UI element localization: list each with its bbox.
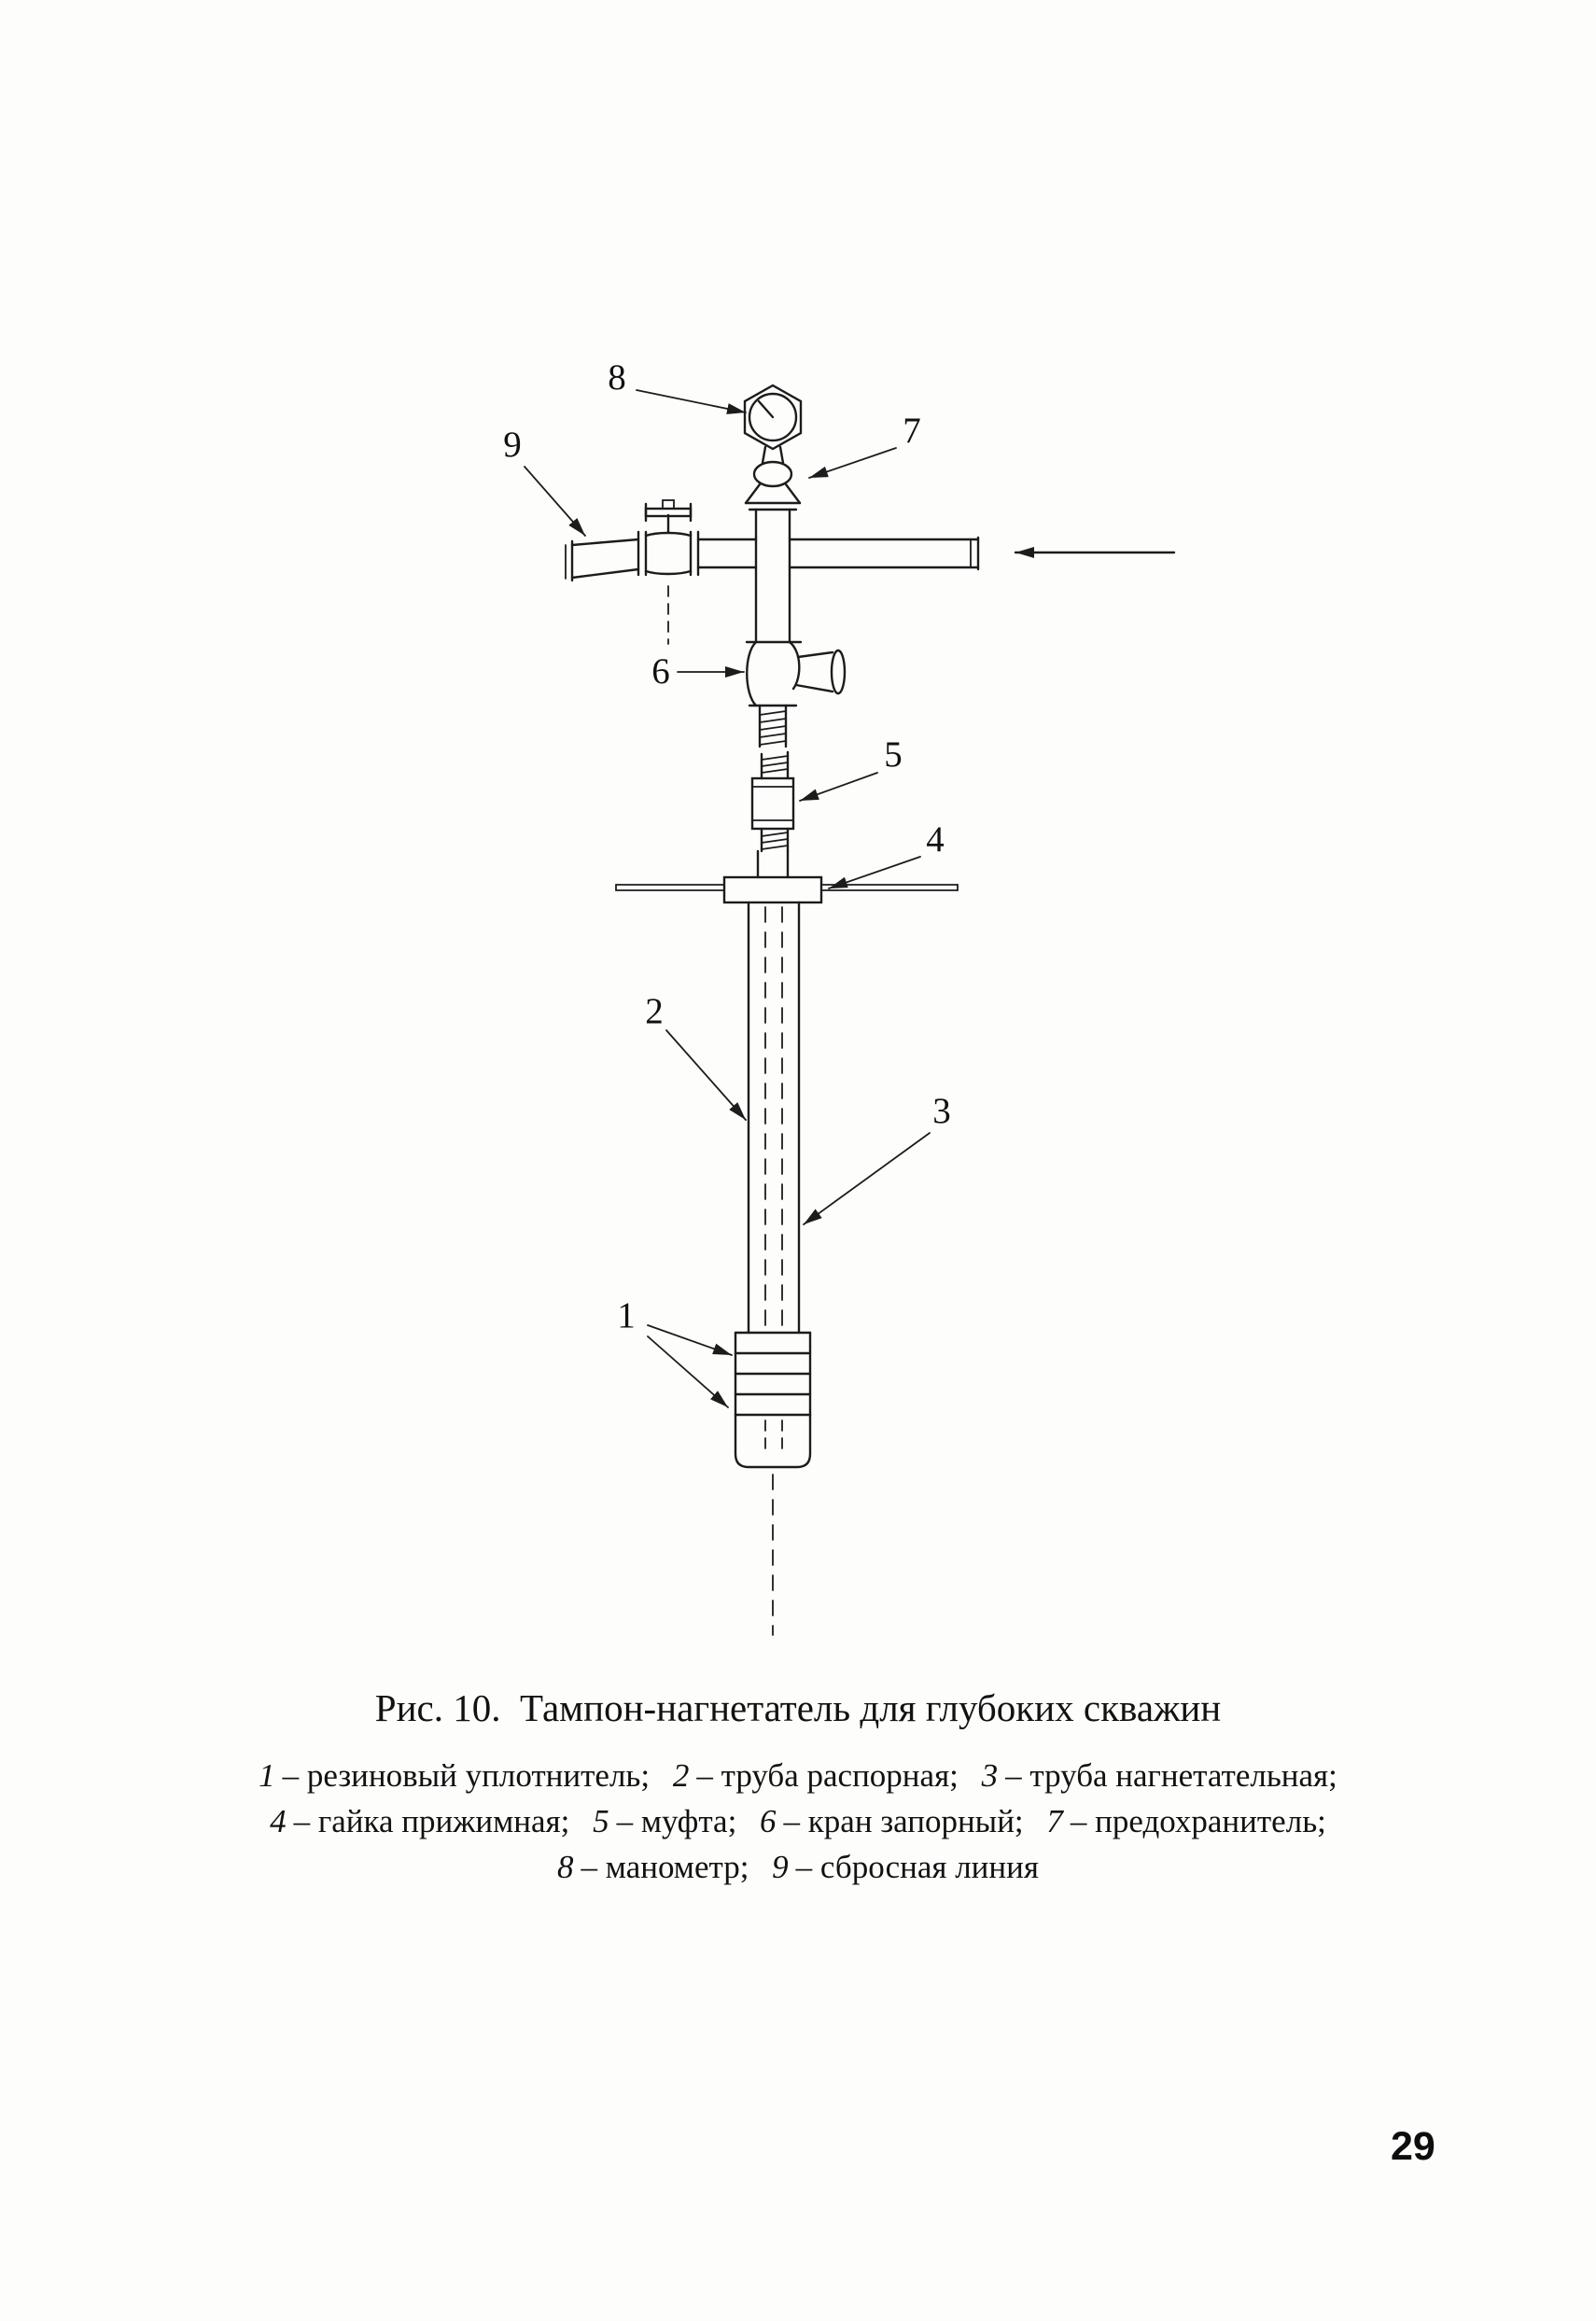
figure-label-4: 4 [926,819,945,860]
legend-item-9: 9 – сбросная линия [772,1849,1039,1885]
pressure-gauge [745,385,801,449]
spacer-pipe [749,902,799,1333]
figure-legend-line-3 [0,1844,1596,1890]
figure-label-7: 7 [903,411,921,451]
legend-item-2: 2 – труба распорная; [672,1757,959,1794]
figure-label-9: 9 [503,425,522,465]
figure-label-3: 3 [932,1091,951,1131]
cross-tee [698,538,978,642]
legend-item-4: 4 – гайка прижимная; [270,1803,570,1839]
legend-item-7: 7 – предохранитель; [1046,1803,1326,1839]
shutoff-valve [747,642,845,706]
figure-legend-line-2 [0,1798,1596,1844]
figure-label-5: 5 [884,734,903,775]
page-number: 29 [1391,2124,1435,2169]
legend-item-8: 8 – манометр; [557,1849,749,1885]
legend-item-1: 1 – резиновый уплотнитель; [259,1757,651,1794]
threaded-nipple [760,706,786,747]
safety-device [746,447,800,538]
legend-item-5: 5 – муфта; [593,1803,737,1839]
discharge-line-pipe [566,539,638,580]
coupling [752,752,793,877]
drain-valve [638,500,698,644]
figure-label-2: 2 [645,991,664,1031]
leader-lines [525,390,930,1407]
figure-label-1: 1 [617,1295,636,1335]
rubber-seals [735,1333,810,1467]
clamping-nut [616,877,958,902]
legend-item-6: 6 – кран запорный; [760,1803,1024,1839]
figure-legend-line-1 [0,1753,1596,1798]
figure-label-8: 8 [608,357,626,398]
figure-caption: Рис. 10. Тампон-нагнетатель для глубоких скважин [374,1686,1222,1729]
figure-label-6: 6 [651,651,670,692]
injection-pipe [765,907,782,1329]
legend-item-3: 3 – труба нагнетательная; [981,1757,1337,1794]
figure-legend [0,1753,1596,1890]
